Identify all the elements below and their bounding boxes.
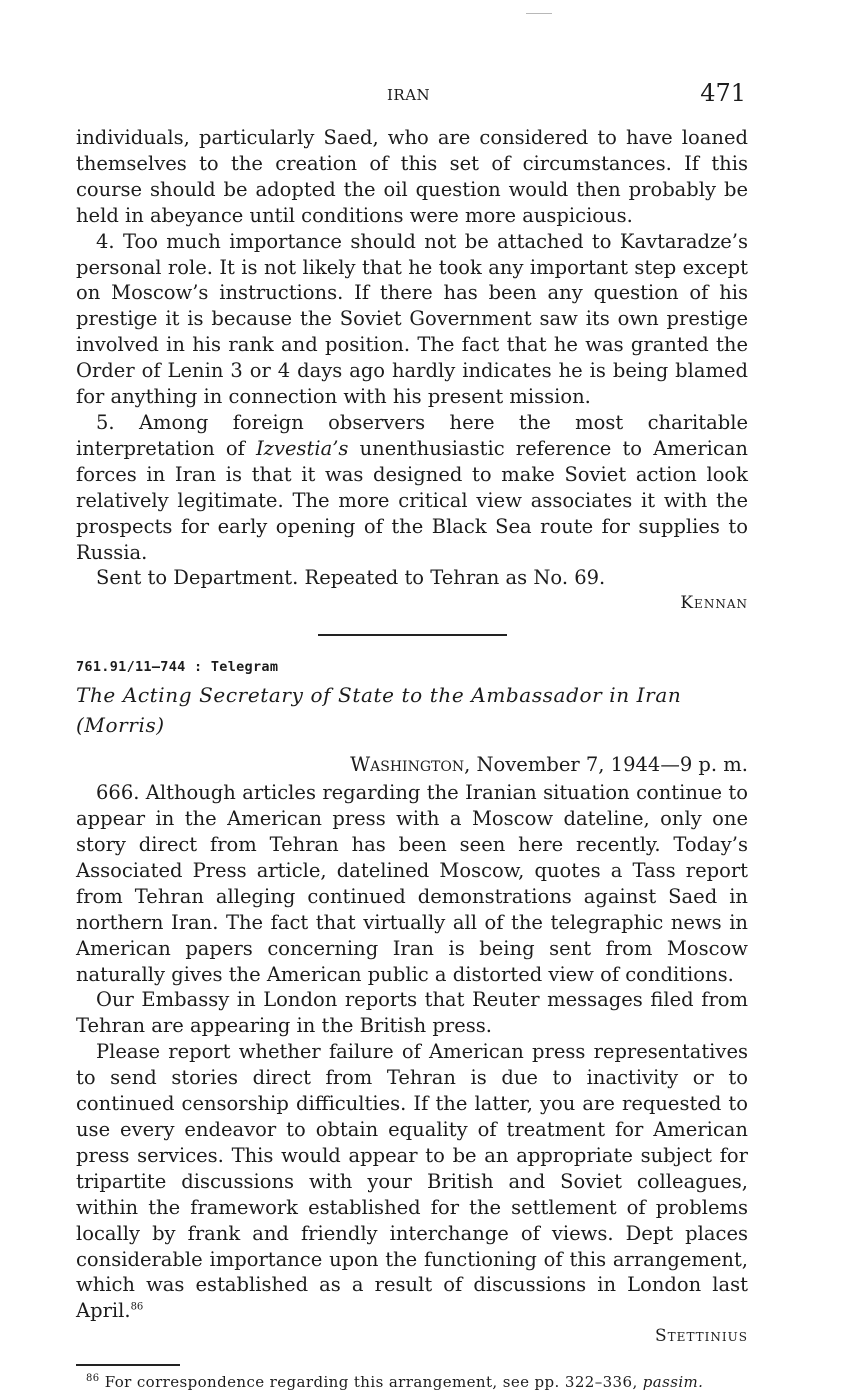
paragraph-5 [76,410,748,565]
footnote [86,1372,748,1392]
signature-kennan: Kennan [680,593,748,614]
section-separator [318,634,507,636]
heading-title: The Acting Secretary of State to the Ambassador in Iran [76,683,682,708]
footnote-passim: passim. [642,1373,704,1392]
paragraph-666: 666. Although articles regarding the Iranian situation continue to appear in the American press with a Moscow dateline, only one story direct from Tehran has been seen here recently. Today’s Associated Press article, datelined Moscow, quotes a Tass report from Tehran alleging continued demonstrations against Saed in northern Iran. The fact that virtually all of the telegraphic news in American papers concerning Iran is being sent from Moscow naturally gives the American public a distorted view of conditions. [76,781,748,986]
heading-name: (Morris) [76,713,165,738]
paragraph-please-report [76,1039,748,1324]
izvestia-italic: Izvestia’s [255,436,349,460]
footnote-reference[interactable]: 86 [130,1301,144,1313]
top-rule [526,13,552,14]
file-reference: 761.91/11–744 : Telegram [76,659,279,676]
dateline-place: Washington [350,753,465,777]
paragraph-please-report-text: Please report whether failure of American press representatives to send stories direct from Tehran is due to inactivity or to continued censorship difficulties. If the latter, you are requested to use every endeavor to obtain equality of treatment for American press services. This would appear to be an appropriate subject for tripartite discussions with your British and Soviet colleagues, within the framework established for the settlement of problems locally by frank and friendly interchange of views. Dept places considerable importance upon the functioning of this arrangement, which was established as a result of discussions in London last April. [76,1040,748,1323]
footnote-marker: 86 [86,1373,100,1385]
paragraph-embassy: Our Embassy in London reports that Reuter messages filed from Tehran are appearing in the British press. [76,988,748,1038]
sent-to-department: Sent to Department. Repeated to Tehran as No. 69. [96,566,606,590]
signature-stettinius: Stettinius [655,1326,748,1347]
page-body [76,125,748,1392]
paragraph-5-text-b: unenthusiastic reference to American forces in Iran is that it was designed to make Soviet action look relatively legitimate. The more critical view associates it with the prospects for early opening of the Black Sea route for supplies to Russia. [76,436,748,564]
dateline-date: , November 7, 1944—9 p. m. [464,753,748,777]
paragraph-continued: individuals, particularly Saed, who are considered to have loaned themselves to the creation of this set of circumstances. If this course should be adopted the oil question would then probably be held in abeyance until conditions were more auspicious. [76,126,748,227]
running-head: IRAN [387,86,431,104]
page-number: 471 [700,79,746,107]
document-heading [76,680,748,740]
dateline [76,752,748,778]
footnote-rule [76,1364,180,1366]
paragraph-4: 4. Too much importance should not be attached to Kavtaradze’s personal role. It is not likely that he took any important step except on Moscow’s instructions. If there has been any question of his prestige it is because the Soviet Government saw its own prestige involved in his rank and position. The fact that he was granted the Order of Lenin 3 or 4 days ago hardly indicates he is being blamed for anything in connection with his present mission. [76,229,748,409]
footnote-text: For correspondence regarding this arrangement, see pp. 322–336, [104,1373,643,1392]
paragraph-5-text-a: 5. Among foreign observers here the most charitable interpretation of [76,410,748,460]
